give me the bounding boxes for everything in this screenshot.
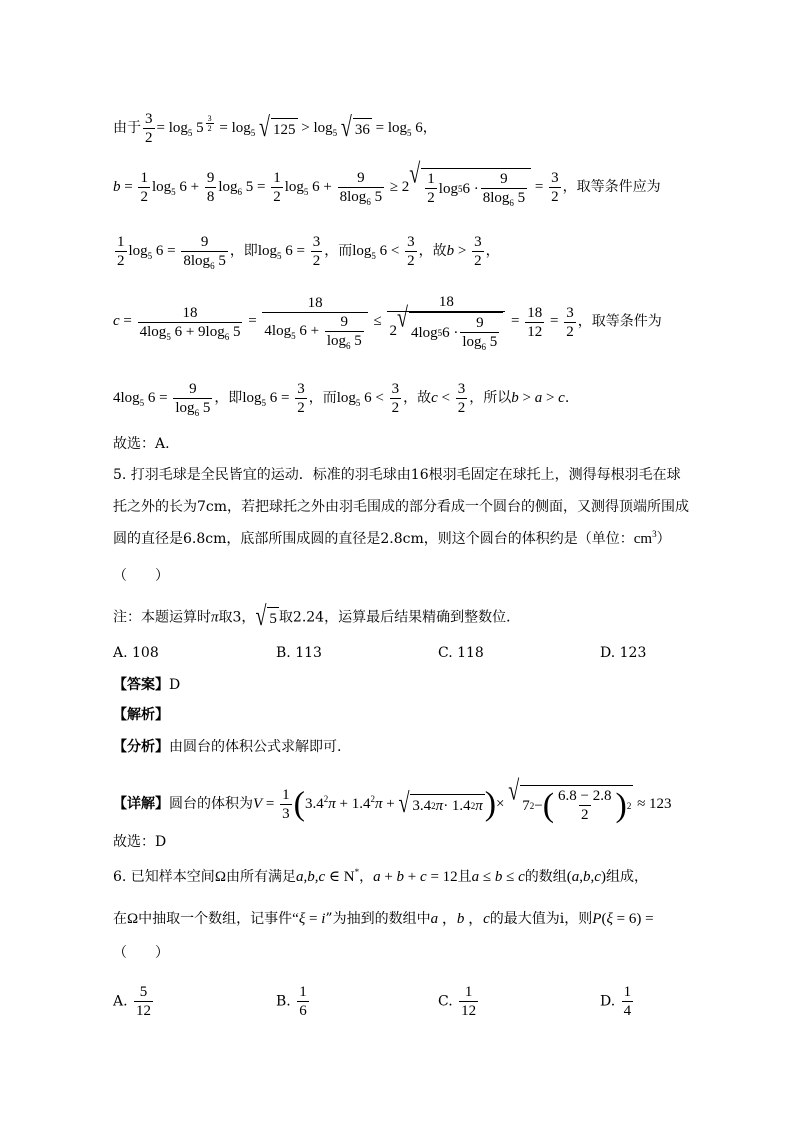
unit-text: cm [633, 531, 653, 547]
analysis-tag [113, 705, 169, 725]
solution-line-5 [113, 380, 569, 417]
text: 由所有满足 [225, 869, 296, 885]
omega: Ω [127, 911, 139, 927]
text: ，取等条件为 [577, 313, 662, 330]
text: ，即 [229, 242, 258, 259]
formula-1: $\frac{3}{2}$ = $\log_5 5$ $^{\frac{3}{2}}$ = $\log_5$ √ 125 > $\log_5$ √ 36 = $\log_5 6$ [145, 111, 423, 146]
answer-line [113, 675, 180, 695]
q5-line-3 [113, 529, 671, 549]
volume-formula: V = $\frac{1}{3}$ ($3.4^2\pi + 1.4^2\pi$ + √ 3.4 2 π · 1.4 2 π )× √ 7 2 − ( $\frac{6.8 - 2.8}{2}$ ) 2 ≈ 123 [253, 775, 672, 824]
prob-expr: P(ξ = 6) = [592, 911, 654, 927]
option-label: D. [600, 993, 616, 1010]
text: 注：本题运算时 [113, 609, 211, 626]
formula-3d: b > $\frac{3}{2}$ [446, 234, 482, 269]
q6-paren: （ ） [113, 945, 169, 961]
fenxi-line [113, 737, 341, 757]
option-fraction [459, 983, 478, 1020]
text: 圆的直径是6.8cm，底部所围成圆的直径是2.8cm，则这个圆台的体积约是（单位： [113, 531, 634, 547]
formula-5c: $\log_5 6$ < $\frac{3}{2}$ [336, 381, 400, 416]
text: 的数组 [524, 869, 567, 885]
denominator: 12 [461, 1003, 477, 1019]
formula-2: b = $\frac{1}{2}$ $\log_5 6$ + $\frac{9}{8}$ $\log_6 5$ = $\frac{1}{2}$ $\log_5 6$ + $\frac{9}{8\log_6 5}$ ≥ 2 √ $\frac{1}{2}$ log 5 6 · $\frac{9}{8\log_6 5}$ = $\frac{3}{2}$ [113, 158, 559, 208]
answer-value: D [169, 677, 181, 693]
solution-line-2 [113, 158, 661, 208]
formula-5a: $4\log_5$ 6 = $\frac{9}{\log_6 5}$ [113, 381, 211, 418]
denominator: 6 [299, 1003, 307, 1019]
denominator: 4 [623, 1003, 632, 1019]
q5-option-c[interactable]: C. 118 [438, 645, 484, 661]
fenxi-tag: 【分析】 [113, 739, 169, 755]
text: ， [359, 869, 374, 885]
sqrt5: √ 5 [255, 601, 277, 632]
option-label: C. [438, 993, 453, 1010]
numerator: 5 [139, 984, 148, 1000]
text: ”为抽到的数组中 [325, 911, 431, 927]
numerator: 1 [464, 984, 473, 1000]
q6-line-2 [113, 909, 654, 929]
q6-option-c[interactable] [438, 983, 480, 1020]
unit: $cm^3$ [633, 529, 657, 547]
answer-tag: 【答案】 [113, 677, 169, 693]
formula-5b: $\log_5 6$ = $\frac{3}{2}$ [242, 381, 305, 416]
text: 中抽取一个数组，记事件 [138, 911, 293, 927]
set-cond: a,b,c ∈ N* [295, 867, 360, 885]
sum-cond: a + b + c = 12 [373, 869, 458, 885]
text: 且 [457, 869, 472, 885]
solution-line-3 [113, 233, 500, 270]
choose-a: 故选：A. [113, 436, 170, 452]
text: 在 [113, 911, 127, 927]
text: 取3， [218, 609, 256, 626]
xiangjie-tag: 【详解】 [113, 795, 169, 812]
q5-note [113, 601, 521, 632]
formula-3a: $\frac{1}{2}$ $\log_5 6$ = $\frac{9}{8\log_6 5}$ [117, 234, 226, 271]
vars: a ，b ，c [430, 911, 490, 927]
q6-line-1 [113, 867, 648, 887]
text: ，取等条件应为 [562, 178, 661, 195]
xiangjie-line [113, 775, 672, 824]
text: 取2.24，运算最后结果精确到整数位． [278, 609, 521, 626]
q5-paren: （ ） [113, 568, 169, 584]
formula-4: c = $\frac{18}{4\log_5 6 + 9\log_6 5}$ = 18 $4\log_5$ 6 + $\frac{9}{\log_6 5}$ ≤ 18 2 √ 4log 5 6 · $\frac{9}{\log_6 5}$ = $\frac{18}{12}$ = $\frac{3}{2}$ [113, 294, 574, 352]
omega: Ω [214, 869, 226, 885]
text: ，而 [324, 242, 353, 259]
q6-option-a[interactable] [113, 983, 155, 1020]
denominator: 12 [136, 1003, 152, 1019]
text: 6. 已知样本空间 [113, 869, 215, 885]
fenxi-text: 由圆台的体积公式求解即可. [169, 739, 342, 755]
text: . [564, 389, 570, 406]
text: ，故 [403, 389, 432, 406]
text: ，而 [308, 389, 337, 406]
q5-option-a[interactable]: A. 108 [113, 645, 159, 661]
text: ，即 [214, 389, 243, 406]
text: 由于 [113, 119, 141, 136]
q6-option-d[interactable] [600, 983, 635, 1020]
text: 组成， [605, 869, 648, 885]
choose-d: 故选：D [113, 834, 167, 850]
order-cond: a ≤ b ≤ c [471, 869, 525, 885]
q5-option-d[interactable]: D. 123 [600, 645, 647, 661]
analysis-label: 【解析】 [113, 707, 169, 723]
xiangjie-text: 圆台的体积为 [169, 795, 253, 812]
text: ，所以 [469, 389, 512, 406]
formula-5d: c < $\frac{3}{2}$ [431, 381, 466, 416]
text: ） [656, 531, 671, 547]
formula-3b: $\log_5 6$ = $\frac{3}{2}$ [257, 234, 321, 269]
q6-option-b[interactable] [276, 983, 311, 1020]
text: ， [485, 242, 500, 259]
option-fraction [297, 983, 309, 1020]
numerator: 1 [299, 984, 307, 1000]
event-def: “ξ = i [292, 911, 326, 927]
option-label: A. [113, 993, 128, 1010]
solution-line-4 [113, 293, 662, 351]
text: ， [422, 119, 437, 136]
formula-5e: b > a > c [511, 389, 565, 406]
pi-symbol: π [211, 609, 219, 626]
option-fraction [622, 983, 634, 1020]
solution-line-1 [113, 110, 437, 147]
option-fraction [134, 983, 153, 1020]
option-label: B. [276, 993, 291, 1010]
numerator: 1 [623, 984, 632, 1000]
text: ，故 [418, 242, 447, 259]
q5-option-b[interactable]: B. 113 [276, 645, 322, 661]
q5-line-1: 5. 打羽毛球是全民皆宜的运动．标准的羽毛球由16根羽毛固定在球托上，测得每根羽毛在球 [113, 467, 681, 483]
q5-line-2: 托之外的长为7cm，若把球托之外由羽毛围成的部分看成一个圆台的侧面，又测得顶端所围成 [113, 499, 690, 515]
tuple: (a,b,c) [566, 869, 606, 885]
formula-3c: $\log_5 6$ < $\frac{3}{2}$ [352, 234, 415, 269]
text: 的最大值为i，则 [489, 911, 593, 927]
